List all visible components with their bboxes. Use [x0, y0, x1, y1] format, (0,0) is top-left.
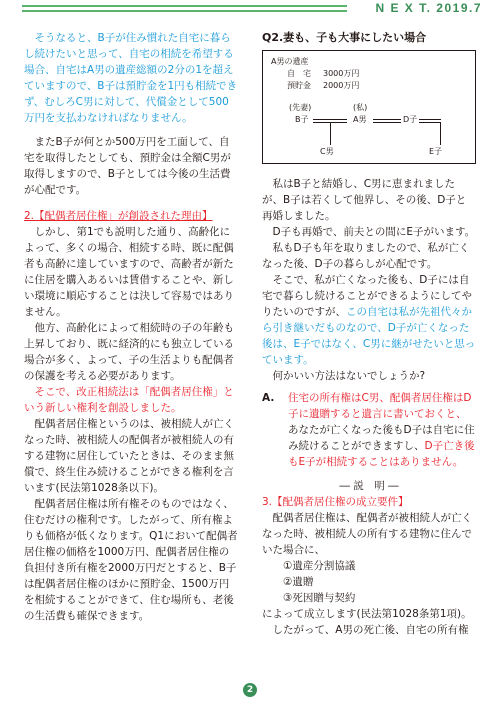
- person-e: E子: [429, 147, 443, 156]
- person-b: B子: [295, 115, 309, 124]
- marriage-line: [419, 122, 441, 123]
- paragraph: またB子が何とか500万円を工面して、自宅を取得したとしても、預貯金は全額C男が取得しますので、B子としては今後の生活費が心配です。: [24, 136, 231, 196]
- answer-text: [288, 390, 476, 470]
- answer-highlight: D子亡き後もE子が相続することはありません。: [288, 440, 475, 468]
- marriage-line: [313, 119, 347, 120]
- paragraph: 私はB子と結婚し、C男に恵まれましたが、B子は若くして他界し、その後、D子と再婚しました。: [262, 178, 467, 222]
- left-column: [24, 30, 238, 624]
- right-column: [262, 30, 476, 638]
- paragraph: 配偶者居住権は、配偶者が被相続人が亡くなった時、被相続人の所有する建物に住んでいた場合に、: [262, 512, 472, 556]
- paragraph: 私もD子も年を取りましたので、私が亡くなった後、D子の暮らしが心配です。: [262, 242, 470, 270]
- estate-value: 2000万円: [323, 81, 360, 90]
- section-heading: 2.【配偶者居住権」が創設された理由】: [24, 210, 213, 222]
- paragraph: 他方、高齢化によって相続時の子の年齢も上昇しており、既に経済的にも独立している場合が多く、よって、子の生活よりも配偶者の保護を考える必要があります。: [24, 322, 234, 382]
- person-a: A男: [353, 115, 367, 124]
- paragraph: そこで、改正相続法は「配偶者居住権」という新しい権利を創設しました。: [24, 386, 234, 414]
- answer-mark: A.: [262, 392, 275, 404]
- answer-block: [262, 390, 476, 470]
- paragraph: 配偶者居住権というのは、被相続人が亡くなった時、被相続人の配偶者が被相続人の有する建物に居住していたときは、そのまま無償で、終生住み続けることができる権利を言います(民法第1028条以下)。: [24, 418, 234, 494]
- paragraph: 何かいい方法はないでしょうか?: [272, 370, 426, 382]
- marriage-line: [419, 119, 441, 120]
- estate-title: A男の遺産: [271, 57, 309, 66]
- newsletter-title: N E X T. 2019.7: [375, 1, 482, 15]
- paragraph-highlight: この自宅は私が先祖代々から引き継いだものなので、D子が亡くなった後は、E子ではなく、C男に継がせたいと思っています。: [262, 306, 476, 366]
- question-heading: Q2.妻も、子も大事にしたい場合: [262, 31, 427, 44]
- page-number: 2: [243, 683, 257, 697]
- self-label: (私): [353, 103, 368, 112]
- person-d: D子: [403, 115, 418, 124]
- list-item: ③死因贈与契約: [283, 592, 356, 604]
- descent-line: [330, 123, 331, 145]
- paragraph-text: そこで、私が亡くなった後も、D子には自宅で暮らし続けることができるようにしてやりたいのですが、: [262, 274, 472, 318]
- paragraph: したがって、A男の死亡後、自宅の所有権: [272, 624, 469, 636]
- marriage-line: [373, 122, 401, 123]
- descent-line: [440, 123, 441, 145]
- explanation-label: ― 説 明 ―: [339, 480, 399, 492]
- estate-value: 3000万円: [323, 69, 360, 78]
- estate-label: 自 宅: [287, 69, 311, 78]
- marriage-line: [373, 119, 401, 120]
- list-item: ①遺産分割協議: [283, 560, 356, 572]
- list-item: ②遺贈: [283, 576, 314, 588]
- answer-plain: あなたが亡くなった後もD子は自宅に住み続けることができますし、: [288, 424, 475, 452]
- paragraph: そうなると、B子が住み慣れた自宅に暮らし続けたいと思って、自宅の相続を希望する場合、自宅はA男の遺産総額の2分の1を超えていますので、B子は預貯金を1円も相続できず、むしろC男に対して、代償金として500万円を支払わなければなりません。: [24, 32, 238, 124]
- paragraph: D子も再婚で、前夫との間にE子がいます。: [272, 226, 476, 238]
- estate-label: 預貯金: [287, 81, 311, 90]
- paragraph: [262, 272, 476, 368]
- paragraph: 配偶者居住権は所有権そのものではなく、住むだけの権利です。したがって、所有権よりも価格が低くなります。Q1において配偶者居住権の価格を1000万円、配偶者居住権の負担付き所有権を2000万円だとすると、B子は配偶者居住権のほかに預貯金、1500万円を相続することができて、住む場所も、老後の生活費も確保できます。: [24, 498, 238, 622]
- paragraph: によって成立します(民法第1028条第1項)。: [262, 608, 472, 620]
- person-c: C男: [320, 147, 334, 156]
- family-diagram: [262, 50, 476, 164]
- paragraph: しかし、第1でも説明した通り、高齢化によって、多くの場合、相続する時、既に配偶者も高齢に達していますので、高齢者が新たに住居を購入あるいは賃借することや、新しい環境に順応することは決して容易ではありません。: [24, 226, 234, 318]
- section-heading: 3.【配偶者居住権の成立要件】: [262, 496, 409, 508]
- answer-highlight: 住宅の所有権はC男、配偶者居住権はD子に遺贈すると遺言に書いておくと、: [288, 392, 472, 420]
- former-wife-label: (先妻): [289, 103, 312, 112]
- header-rule: [22, 5, 347, 7]
- header-rule: [22, 10, 347, 12]
